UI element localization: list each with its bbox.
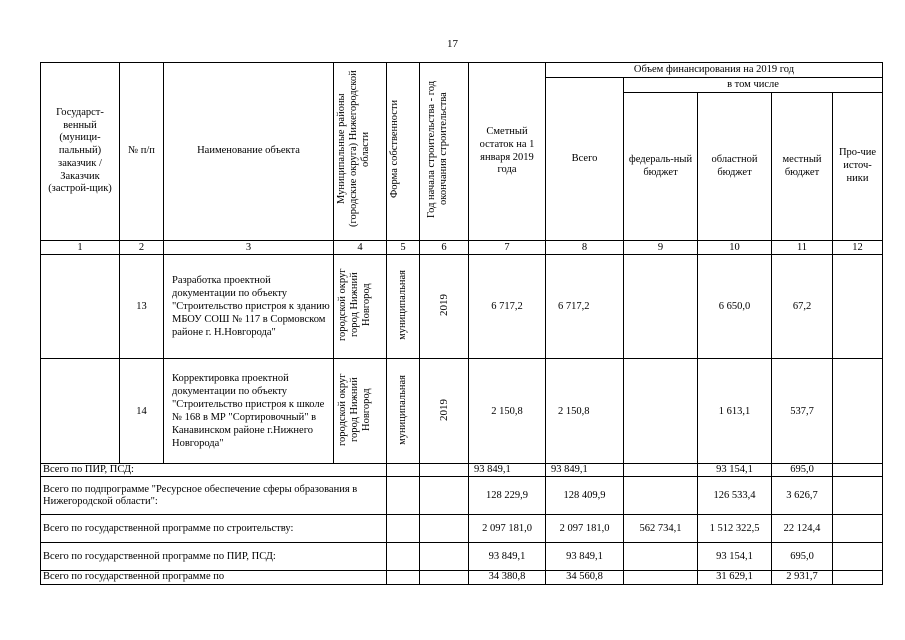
column-number: 6	[420, 241, 469, 255]
row-other	[833, 359, 883, 464]
row-regional: 6 650,0	[698, 255, 772, 359]
summary-total: 128 409,9	[546, 477, 624, 515]
column-number: 7	[469, 241, 546, 255]
row-customer	[41, 255, 120, 359]
row-balance: 6 717,2	[469, 255, 546, 359]
header-years	[420, 63, 469, 241]
header-customer: Государст-венный (муници-пальный) заказчик / Заказчик (застрой-щик)	[41, 63, 120, 241]
header-balance: Сметный остаток на 1 января 2019 года	[469, 63, 546, 241]
row-balance: 2 150,8	[469, 359, 546, 464]
summary-other	[833, 543, 883, 571]
summary-other	[833, 477, 883, 515]
row-regional: 1 613,1	[698, 359, 772, 464]
summary-regional: 93 154,1	[698, 464, 772, 477]
header-district-text: Муниципальные районы (городские округа) Нижегородской области	[336, 70, 372, 228]
summary-federal: 562 734,1	[624, 515, 698, 543]
row-district-text: городской округ город Нижний Новгород	[337, 373, 373, 446]
summary-empty-cell	[420, 464, 469, 477]
row-federal	[624, 359, 698, 464]
summary-balance: 93 849,1	[469, 543, 546, 571]
summary-total: 2 097 181,0	[546, 515, 624, 543]
financing-table	[40, 62, 883, 585]
column-number: 4	[334, 241, 387, 255]
table-row	[41, 359, 883, 464]
row-federal	[624, 255, 698, 359]
column-number: 2	[120, 241, 164, 255]
row-number: 14	[120, 359, 164, 464]
summary-regional: 126 533,4	[698, 477, 772, 515]
column-number: 3	[164, 241, 334, 255]
summary-other	[833, 464, 883, 477]
column-number: 10	[698, 241, 772, 255]
column-number: 1	[41, 241, 120, 255]
summary-federal	[624, 477, 698, 515]
row-district-text: городской округ город Нижний Новгород	[337, 268, 373, 342]
summary-row	[41, 515, 883, 543]
header-number: № п/п	[120, 63, 164, 241]
header-object-name: Наименование объекта	[164, 63, 334, 241]
summary-total: 93 849,1	[546, 543, 624, 571]
summary-label: Всего по государственной программе по строительству:	[41, 515, 387, 543]
row-district	[334, 359, 387, 464]
summary-balance: 2 097 181,0	[469, 515, 546, 543]
header-district	[334, 63, 387, 241]
summary-empty-cell	[420, 477, 469, 515]
summary-other	[833, 571, 883, 584]
summary-label: Всего по государственной программе по	[41, 571, 387, 584]
summary-local: 695,0	[772, 464, 833, 477]
header-regional: областной бюджет	[698, 93, 772, 241]
summary-empty-cell	[420, 515, 469, 543]
row-local: 537,7	[772, 359, 833, 464]
summary-total: 34 560,8	[546, 571, 624, 584]
row-object-name: Корректировка проектной документации по объекту "Строительство пристроя к школе № 168 в МР "Сортировочный" в Канавинском районе г.Нижнего Новгорода"	[164, 359, 334, 464]
summary-federal	[624, 464, 698, 477]
summary-other	[833, 515, 883, 543]
row-ownership-text: муниципальная	[396, 374, 408, 445]
row-ownership-text: муниципальная	[396, 270, 408, 340]
header-total: Всего	[546, 78, 624, 241]
header-ownership	[387, 63, 420, 241]
table-row	[41, 255, 883, 359]
summary-label: Всего по ПИР, ПСД:	[41, 464, 387, 477]
summary-regional: 31 629,1	[698, 571, 772, 584]
row-years	[420, 255, 469, 359]
summary-balance: 34 380,8	[469, 571, 546, 584]
summary-label: Всего по подпрограмме "Ресурсное обеспечение сферы образования в Нижегородской области":	[41, 477, 387, 515]
column-number: 12	[833, 241, 883, 255]
header-local: местный бюджет	[772, 93, 833, 241]
summary-empty-cell	[387, 477, 420, 515]
header-including: в том числе	[624, 78, 883, 93]
summary-row	[41, 477, 883, 515]
header-federal: федераль-ный бюджет	[624, 93, 698, 241]
column-number: 8	[546, 241, 624, 255]
summary-federal	[624, 571, 698, 584]
column-number: 5	[387, 241, 420, 255]
summary-total: 93 849,1	[546, 464, 624, 477]
summary-regional: 1 512 322,5	[698, 515, 772, 543]
summary-empty-cell	[387, 464, 420, 477]
summary-balance: 93 849,1	[469, 464, 546, 477]
header-ownership-text: Форма собственности	[389, 100, 400, 199]
row-years-text: 2019	[437, 294, 450, 316]
row-number: 13	[120, 255, 164, 359]
column-number: 9	[624, 241, 698, 255]
summary-empty-cell	[420, 543, 469, 571]
row-total: 2 150,8	[546, 359, 624, 464]
summary-row	[41, 571, 883, 584]
row-other	[833, 255, 883, 359]
header-other: Про-чие источ-ники	[833, 93, 883, 241]
row-total: 6 717,2	[546, 255, 624, 359]
row-years-text: 2019	[437, 398, 450, 421]
header-years-text: Год начала строительства - год окончания строительства	[426, 80, 450, 218]
summary-federal	[624, 543, 698, 571]
row-district	[334, 255, 387, 359]
column-number-row	[41, 241, 883, 255]
summary-empty-cell	[420, 571, 469, 584]
header-funding-group: Объем финансирования на 2019 год	[546, 63, 883, 78]
row-customer	[41, 359, 120, 464]
summary-row	[41, 464, 883, 477]
column-number: 11	[772, 241, 833, 255]
summary-empty-cell	[387, 515, 420, 543]
row-ownership	[387, 255, 420, 359]
summary-empty-cell	[387, 571, 420, 584]
summary-empty-cell	[387, 543, 420, 571]
summary-row	[41, 543, 883, 571]
summary-local: 2 931,7	[772, 571, 833, 584]
summary-local: 695,0	[772, 543, 833, 571]
row-years	[420, 359, 469, 464]
row-object-name: Разработка проектной документации по объекту "Строительство пристроя к зданию МБОУ СОШ № 117 в Сормовском районе г. Н.Новгорода"	[164, 255, 334, 359]
row-ownership	[387, 359, 420, 464]
summary-regional: 93 154,1	[698, 543, 772, 571]
row-local: 67,2	[772, 255, 833, 359]
summary-local: 22 124,4	[772, 515, 833, 543]
page-number: 17	[447, 38, 458, 50]
summary-label: Всего по государственной программе по ПИР, ПСД:	[41, 543, 387, 571]
summary-local: 3 626,7	[772, 477, 833, 515]
summary-balance: 128 229,9	[469, 477, 546, 515]
